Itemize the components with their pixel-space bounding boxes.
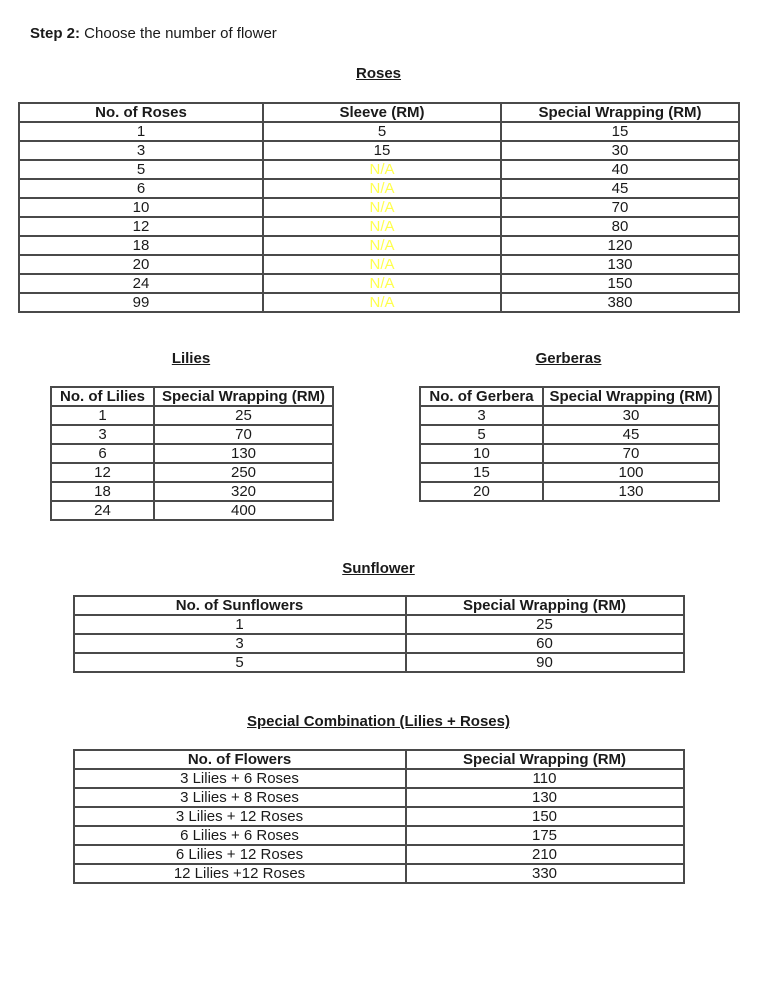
table-cell: 250	[154, 463, 333, 482]
na-cell: N/A	[263, 198, 501, 217]
table-cell: 210	[406, 845, 684, 864]
step-heading	[30, 26, 757, 42]
table-cell: 24	[19, 274, 263, 293]
table-cell: 175	[406, 826, 684, 845]
column-header: Sleeve (RM)	[263, 103, 501, 122]
table-row	[19, 293, 739, 312]
table-cell: 20	[19, 255, 263, 274]
roses-section-title: Roses	[355, 65, 402, 82]
table-row	[51, 463, 333, 482]
table-header-row	[51, 387, 333, 406]
step-text: Choose the number of flower	[80, 25, 277, 42]
table-row	[51, 444, 333, 463]
table-header-row	[74, 750, 684, 769]
table-row	[420, 406, 719, 425]
sunflower-table	[73, 595, 685, 673]
table-cell: 45	[501, 179, 739, 198]
table-row	[74, 653, 684, 672]
table-cell: 6	[51, 444, 154, 463]
table-cell: 3 Lilies + 12 Roses	[74, 807, 406, 826]
table-cell: 90	[406, 653, 684, 672]
table-cell: 70	[501, 198, 739, 217]
lilies-gerberas-row	[50, 351, 757, 521]
na-cell: N/A	[263, 236, 501, 255]
table-row	[51, 482, 333, 501]
table-cell: 18	[19, 236, 263, 255]
table-cell: 15	[420, 463, 543, 482]
table-cell: 20	[420, 482, 543, 501]
table-row	[19, 217, 739, 236]
roses-table	[18, 102, 740, 313]
table-cell: 45	[543, 425, 719, 444]
table-cell: 100	[543, 463, 719, 482]
combination-section-title: Special Combination (Lilies + Roses)	[247, 713, 510, 730]
table-cell: 15	[263, 141, 501, 160]
table-cell: 3 Lilies + 8 Roses	[74, 788, 406, 807]
column-header: No. of Sunflowers	[74, 596, 406, 615]
table-cell: 12	[51, 463, 154, 482]
table-cell: 3	[19, 141, 263, 160]
gerberas-section	[419, 351, 718, 502]
table-row	[420, 463, 719, 482]
na-cell: N/A	[263, 274, 501, 293]
table-cell: 30	[543, 406, 719, 425]
table-cell: 120	[501, 236, 739, 255]
table-row	[51, 406, 333, 425]
table-cell: 6 Lilies + 12 Roses	[74, 845, 406, 864]
table-cell: 6	[19, 179, 263, 198]
column-header: Special Wrapping (RM)	[154, 387, 333, 406]
table-row	[19, 141, 739, 160]
na-cell: N/A	[263, 179, 501, 198]
table-cell: 5	[19, 160, 263, 179]
table-cell: 130	[154, 444, 333, 463]
table-row	[19, 160, 739, 179]
table-cell: 3	[74, 634, 406, 653]
table-row	[74, 769, 684, 788]
table-cell: 130	[501, 255, 739, 274]
table-row	[19, 198, 739, 217]
table-cell: 10	[420, 444, 543, 463]
table-cell: 1	[51, 406, 154, 425]
na-cell: N/A	[263, 293, 501, 312]
table-cell: 5	[74, 653, 406, 672]
lilies-section	[50, 351, 332, 521]
table-cell: 60	[406, 634, 684, 653]
table-cell: 150	[406, 807, 684, 826]
na-cell: N/A	[263, 160, 501, 179]
table-row	[420, 444, 719, 463]
table-cell: 24	[51, 501, 154, 520]
table-cell: 10	[19, 198, 263, 217]
table-row	[19, 179, 739, 198]
table-cell: 18	[51, 482, 154, 501]
table-cell: 110	[406, 769, 684, 788]
table-row	[74, 826, 684, 845]
table-row	[420, 482, 719, 501]
column-header: No. of Flowers	[74, 750, 406, 769]
table-row	[74, 788, 684, 807]
na-cell: N/A	[263, 217, 501, 236]
table-row	[19, 236, 739, 255]
table-cell: 1	[74, 615, 406, 634]
table-cell: 12 Lilies +12 Roses	[74, 864, 406, 883]
table-row	[74, 845, 684, 864]
table-row	[19, 274, 739, 293]
table-cell: 25	[154, 406, 333, 425]
table-cell: 5	[420, 425, 543, 444]
gerberas-section-title: Gerberas	[535, 350, 602, 367]
column-header: Special Wrapping (RM)	[543, 387, 719, 406]
table-header-row	[74, 596, 684, 615]
table-header-row	[19, 103, 739, 122]
table-cell: 40	[501, 160, 739, 179]
table-cell: 12	[19, 217, 263, 236]
table-cell: 150	[501, 274, 739, 293]
table-row	[74, 864, 684, 883]
table-row	[51, 425, 333, 444]
table-row	[74, 807, 684, 826]
table-row	[74, 634, 684, 653]
table-cell: 70	[543, 444, 719, 463]
table-cell: 5	[263, 122, 501, 141]
table-row	[420, 425, 719, 444]
combination-table	[73, 749, 685, 884]
column-header: Special Wrapping (RM)	[406, 596, 684, 615]
table-cell: 380	[501, 293, 739, 312]
table-cell: 400	[154, 501, 333, 520]
table-row	[74, 615, 684, 634]
table-cell: 130	[406, 788, 684, 807]
table-cell: 330	[406, 864, 684, 883]
na-cell: N/A	[263, 255, 501, 274]
column-header: No. of Gerbera	[420, 387, 543, 406]
table-cell: 80	[501, 217, 739, 236]
step-label: Step 2:	[30, 25, 81, 42]
table-cell: 1	[19, 122, 263, 141]
lilies-table	[50, 386, 334, 521]
gerberas-table	[419, 386, 720, 502]
column-header: Special Wrapping (RM)	[501, 103, 739, 122]
sunflower-section-title: Sunflower	[342, 560, 415, 577]
table-cell: 3	[420, 406, 543, 425]
column-header: No. of Roses	[19, 103, 263, 122]
lilies-section-title: Lilies	[171, 350, 211, 367]
table-cell: 130	[543, 482, 719, 501]
table-cell: 6 Lilies + 6 Roses	[74, 826, 406, 845]
table-cell: 30	[501, 141, 739, 160]
column-header: No. of Lilies	[51, 387, 154, 406]
table-cell: 3	[51, 425, 154, 444]
table-row	[19, 255, 739, 274]
table-row	[19, 122, 739, 141]
document-page	[0, 26, 757, 986]
table-cell: 15	[501, 122, 739, 141]
table-cell: 99	[19, 293, 263, 312]
table-cell: 70	[154, 425, 333, 444]
table-row	[51, 501, 333, 520]
table-cell: 3 Lilies + 6 Roses	[74, 769, 406, 788]
table-header-row	[420, 387, 719, 406]
table-cell: 320	[154, 482, 333, 501]
column-header: Special Wrapping (RM)	[406, 750, 684, 769]
table-cell: 25	[406, 615, 684, 634]
